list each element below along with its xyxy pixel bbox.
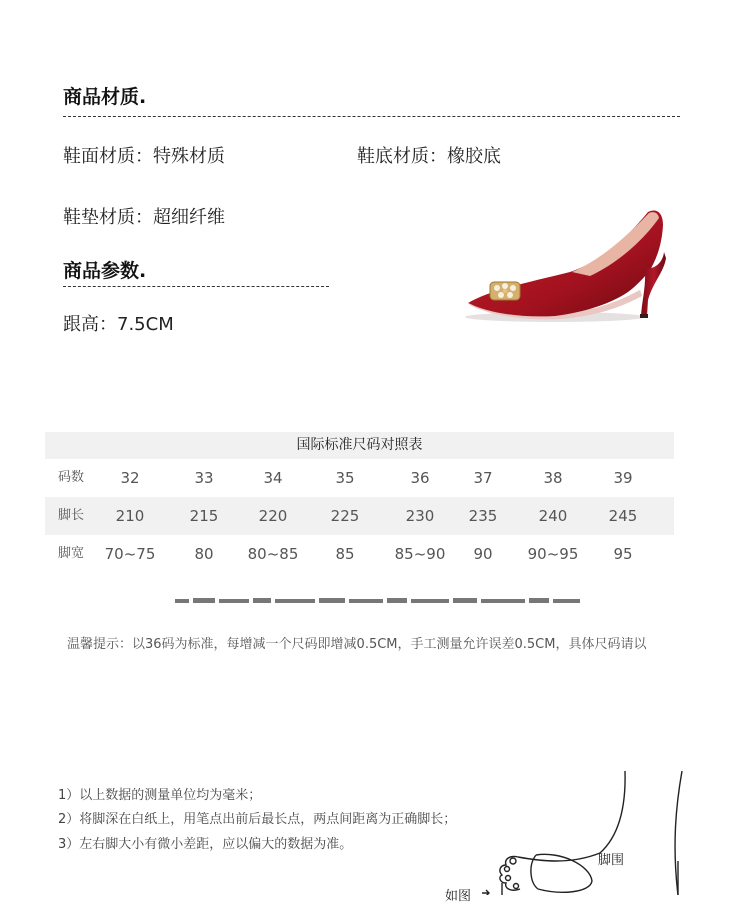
- upper-material: 鞋面材质：特殊材质: [63, 146, 225, 167]
- table-cell: 235: [468, 507, 498, 525]
- table-cell: 35: [335, 469, 355, 487]
- table-row-foot-width: [45, 535, 674, 573]
- table-cell: 32: [120, 469, 140, 487]
- table-cell: 80~85: [247, 545, 299, 563]
- sole-material: 鞋底材质：橡胶底: [357, 146, 501, 167]
- params-divider: [63, 286, 329, 287]
- table-cell: 39: [613, 469, 633, 487]
- table-cell: 70~75: [104, 545, 156, 563]
- table-cell: 95: [613, 545, 633, 563]
- table-cell: 85~90: [394, 545, 446, 563]
- table-cell: 240: [538, 507, 568, 525]
- table-cell: 210: [115, 507, 145, 525]
- note-3: 3）左右脚大小有微小差距，应以偏大的数据为准。: [58, 837, 353, 852]
- size-chart-table: [45, 432, 674, 573]
- table-cell: 34: [263, 469, 283, 487]
- table-cell: 38: [543, 469, 563, 487]
- table-cell: 245: [608, 507, 638, 525]
- clipped-text-remnant: [175, 596, 580, 606]
- table-cell: 37: [473, 469, 493, 487]
- buckle-ornament: [490, 282, 520, 300]
- table-row-size: [45, 459, 674, 497]
- foot-measurement-diagram: [440, 765, 750, 895]
- size-tip: 温馨提示：以36码为标准，每增减一个尺码即增减0.5CM，手工测量允许误差0.5CM，具体尺码请以: [67, 637, 647, 652]
- table-cell: 220: [258, 507, 288, 525]
- table-cell: 80: [194, 545, 214, 563]
- table-cell: 225: [330, 507, 360, 525]
- as-shown-label: 如图: [445, 889, 472, 904]
- table-cell: 36: [410, 469, 430, 487]
- heel-height: 跟高：7.5CM: [63, 314, 174, 335]
- table-cell: 90~95: [527, 545, 579, 563]
- insole-material: 鞋垫材质：超细纤维: [63, 207, 225, 228]
- table-cell: 33: [194, 469, 214, 487]
- row-label: 码数: [58, 470, 85, 485]
- row-label: 脚宽: [58, 546, 85, 561]
- size-chart-title: 国际标准尺码对照表: [45, 432, 674, 459]
- materials-divider: [63, 116, 680, 117]
- table-cell: 90: [473, 545, 493, 563]
- materials-heading: 商品材质.: [63, 86, 147, 108]
- table-row-foot-length: [45, 497, 674, 535]
- row-label: 脚长: [58, 508, 85, 523]
- foot-girth-label: 脚围: [598, 853, 625, 868]
- table-cell: 230: [405, 507, 435, 525]
- table-cell: 85: [335, 545, 355, 563]
- red-pump-shoe-image: [460, 200, 675, 325]
- table-cell: 215: [189, 507, 219, 525]
- params-heading: 商品参数.: [63, 260, 147, 282]
- note-1: 1）以上数据的测量单位均为毫米；: [58, 788, 262, 803]
- note-2: 2）将脚深在白纸上，用笔点出前后最长点，两点间距离为正确脚长；: [58, 812, 457, 827]
